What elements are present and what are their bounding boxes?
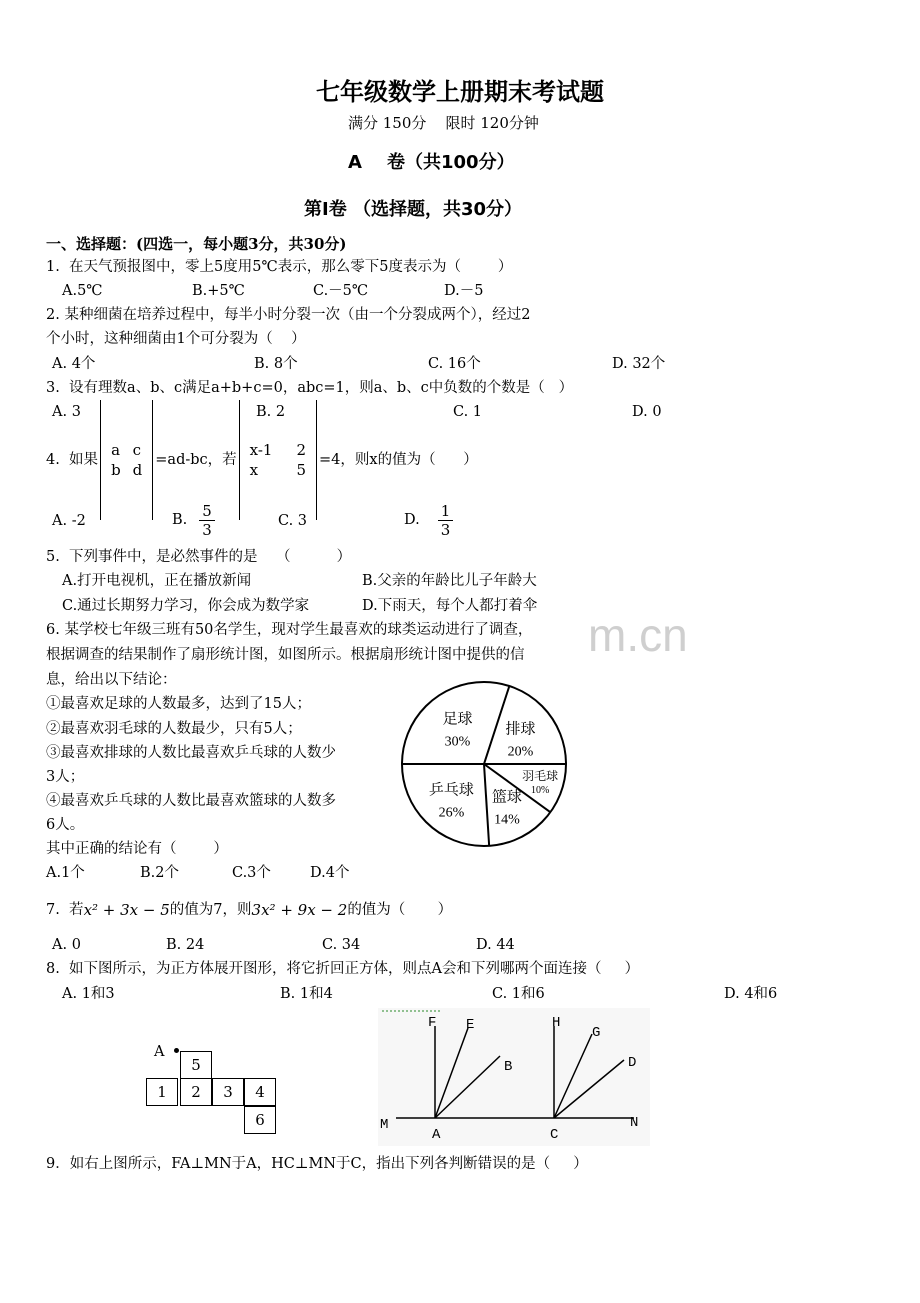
section1-heading: 一、选择题：(四选一，每小题3分，共30分) [46,235,347,253]
q7-suffix: 的值为（ ） [347,902,453,918]
label-b: B [504,1059,513,1075]
q7-option-d: D. 44 [476,937,515,953]
q5-option-d: D.下雨天，每个人都打着伞 [362,598,538,614]
q7-mid: 的值为7，则 [169,902,252,918]
q8-option-c: C. 1和6 [492,986,545,1002]
net-face-1: 1 [146,1078,178,1106]
q6-line1: 6. 某学校七年级三班有50名学生，现对学生最喜欢的球类运动进行了调查， [46,622,533,638]
q1-option-a: A.5℃ [62,283,103,299]
part1-heading: 第Ⅰ卷 （选择题，共30分） [304,199,523,220]
q9-stem: 9．如右上图所示，FA⊥MN于A，HC⊥MN于C，指出下列各判断错误的是（ ） [46,1156,588,1172]
q6-conclusion-2: ②最喜欢羽毛球的人数最少，只有5人； [46,721,302,737]
q4-option-d-fraction [438,502,454,539]
q7-option-b: B. 24 [166,937,205,953]
q5-option-c: C.通过长期努力学习，你会成为数学家 [62,598,310,614]
q5-option-b: B.父亲的年龄比儿子年龄大 [362,573,537,589]
q4-option-a: A. -2 [52,513,86,529]
label-c: C [550,1127,559,1143]
q2-option-b: B. 8个 [254,356,298,372]
q7-option-c: C. 34 [322,937,361,953]
q6-ask: 其中正确的结论有（ ） [46,841,228,857]
q1-option-d: D.－5 [444,283,484,299]
q6-conclusion-4: ④最喜欢乒乓球的人数比最喜欢篮球的人数多 [46,793,336,809]
q4-mid: =ad-bc，若 [155,452,237,468]
q7-option-a: A. 0 [52,937,81,953]
q8-stem: 8. 如下图所示，为正方体展开图形，将它折回正方体，则点A会和下列哪两个面连接（ ） [46,961,640,977]
figure-background [378,1008,650,1146]
pie-slice-percent: 20% [507,744,534,760]
det1-b: b [111,461,121,479]
label-n: N [630,1115,639,1131]
q8-option-d: D. 4和6 [724,986,778,1002]
q7-prefix: 7. 若 [46,902,84,918]
label-m: M [380,1117,389,1133]
q2-stem-line1: 2. 某种细菌在培养过程中，每半小时分裂一次（由一个分裂成两个），经过2 [46,307,531,323]
net-face-3: 3 [212,1078,244,1106]
pie-slice-label: 篮球 [491,787,522,806]
label-d: D [628,1055,637,1071]
q2-stem-line2: 个小时，这种细菌由1个可分裂为（ ） [46,331,306,347]
det2-x: x [249,461,259,479]
pie-slice-label: 足球 [442,709,473,728]
q4-stem [46,436,478,484]
q4-option-d-label: D. [404,512,420,528]
pie-slice-label: 乒乓球 [428,780,474,799]
q2-option-c: C. 16个 [428,356,481,372]
q4-option-b-label: B. [172,512,188,528]
q4-prefix: 4. 如果 [46,452,99,468]
q3-option-a: A. 3 [52,404,81,420]
q5-option-a: A.打开电视机，正在播放新闻 [62,573,252,589]
q4-option-d [404,496,453,544]
q1-stem: 1. 在天气预报图中，零上5度用5℃表示，那么零下5度表示为（ ） [46,259,513,275]
label-h: H [552,1015,561,1031]
q2-option-a: A. 4个 [52,356,96,372]
q6-line3: 息，给出以下结论： [46,672,177,688]
det2-5: 5 [296,461,307,479]
pie-slice-label: 羽毛球 [522,769,559,784]
q7-expr2: 3x² + 9x − 2 [251,901,348,919]
net-face-4: 4 [244,1078,276,1106]
q3-option-b: B. 2 [256,404,286,420]
frac-b-den: 3 [202,520,212,539]
frac-b-num: 5 [199,502,215,521]
label-a: A [432,1127,441,1143]
page-title: 七年级数学上册期末考试题 [316,78,604,106]
pie-slice-percent: 30% [444,734,471,750]
label-g: G [592,1025,601,1041]
q7-expr1: x² + 3x − 5 [83,901,170,919]
volume-a-heading: A 卷（共100分） [348,152,515,173]
det1-a: a [111,441,121,459]
frac-d-num: 1 [438,502,454,521]
det1-c: c [132,441,142,459]
q6-option-d: D.4个 [310,865,350,881]
det1-d: d [132,461,143,479]
q6-option-a: A.1个 [46,865,85,881]
q4-option-c: C. 3 [278,513,308,529]
q3-option-c: C. 1 [453,404,483,420]
q3-option-d: D. 0 [632,404,662,420]
net-face-5: 5 [180,1051,212,1079]
q2-option-d: D. 32个 [612,356,666,372]
q8-option-a: A. 1和3 [62,986,115,1002]
q6-conclusion-3: ③最喜欢排球的人数比最喜欢乒乓球的人数少 [46,745,336,761]
cube-net-point-a: A [154,1044,165,1060]
pie-chart [392,672,576,856]
pie-slice-label: 排球 [505,719,536,738]
pie-slice-percent: 14% [494,812,520,828]
q6-option-b: B.2个 [140,865,179,881]
frac-d-den: 3 [440,520,451,539]
q4-option-b [172,496,215,544]
label-f: F [428,1015,437,1031]
q6-conclusion-3-cont: 3人； [46,769,85,785]
cube-net [140,1040,290,1140]
q1-option-b: B.+5℃ [192,283,245,299]
net-face-6: 6 [244,1106,276,1134]
q4-determinant-1 [100,400,153,520]
page-subtitle: 满分 150分 限时 120分钟 [348,114,539,132]
q6-conclusion-4-cont: 6人。 [46,817,85,833]
watermark: m.cn [588,609,688,661]
net-face-2: 2 [180,1078,212,1106]
det2-x-minus-1: x-1 [249,441,273,459]
q6-option-c: C.3个 [232,865,271,881]
q4-suffix: =4，则x的值为（ ） [319,452,478,468]
q6-conclusion-1: ①最喜欢足球的人数最多，达到了15人； [46,696,311,712]
q5-stem: 5. 下列事件中，是必然事件的是 （ ） [46,549,352,565]
q4-determinant-2 [239,400,317,520]
label-e: E [466,1017,475,1033]
det2-2: 2 [296,441,307,459]
pie-slice-percent: 10% [530,785,550,797]
q3-stem: 3. 设有理数a、b、c满足a+b+c=0，abc=1，则a、b、c中负数的个数是（ ） [46,380,574,396]
q8-option-b: B. 1和4 [280,986,333,1002]
q1-option-c: C.－5℃ [313,283,369,299]
geometry-figure [378,1008,650,1146]
point-dot [174,1048,179,1053]
q4-option-b-fraction [199,502,215,539]
q7-stem [46,900,452,920]
pie-slice-percent: 26% [438,805,465,821]
q6-line2: 根据调查的结果制作了扇形统计图，如图所示。根据扇形统计图中提供的信 [46,647,525,663]
